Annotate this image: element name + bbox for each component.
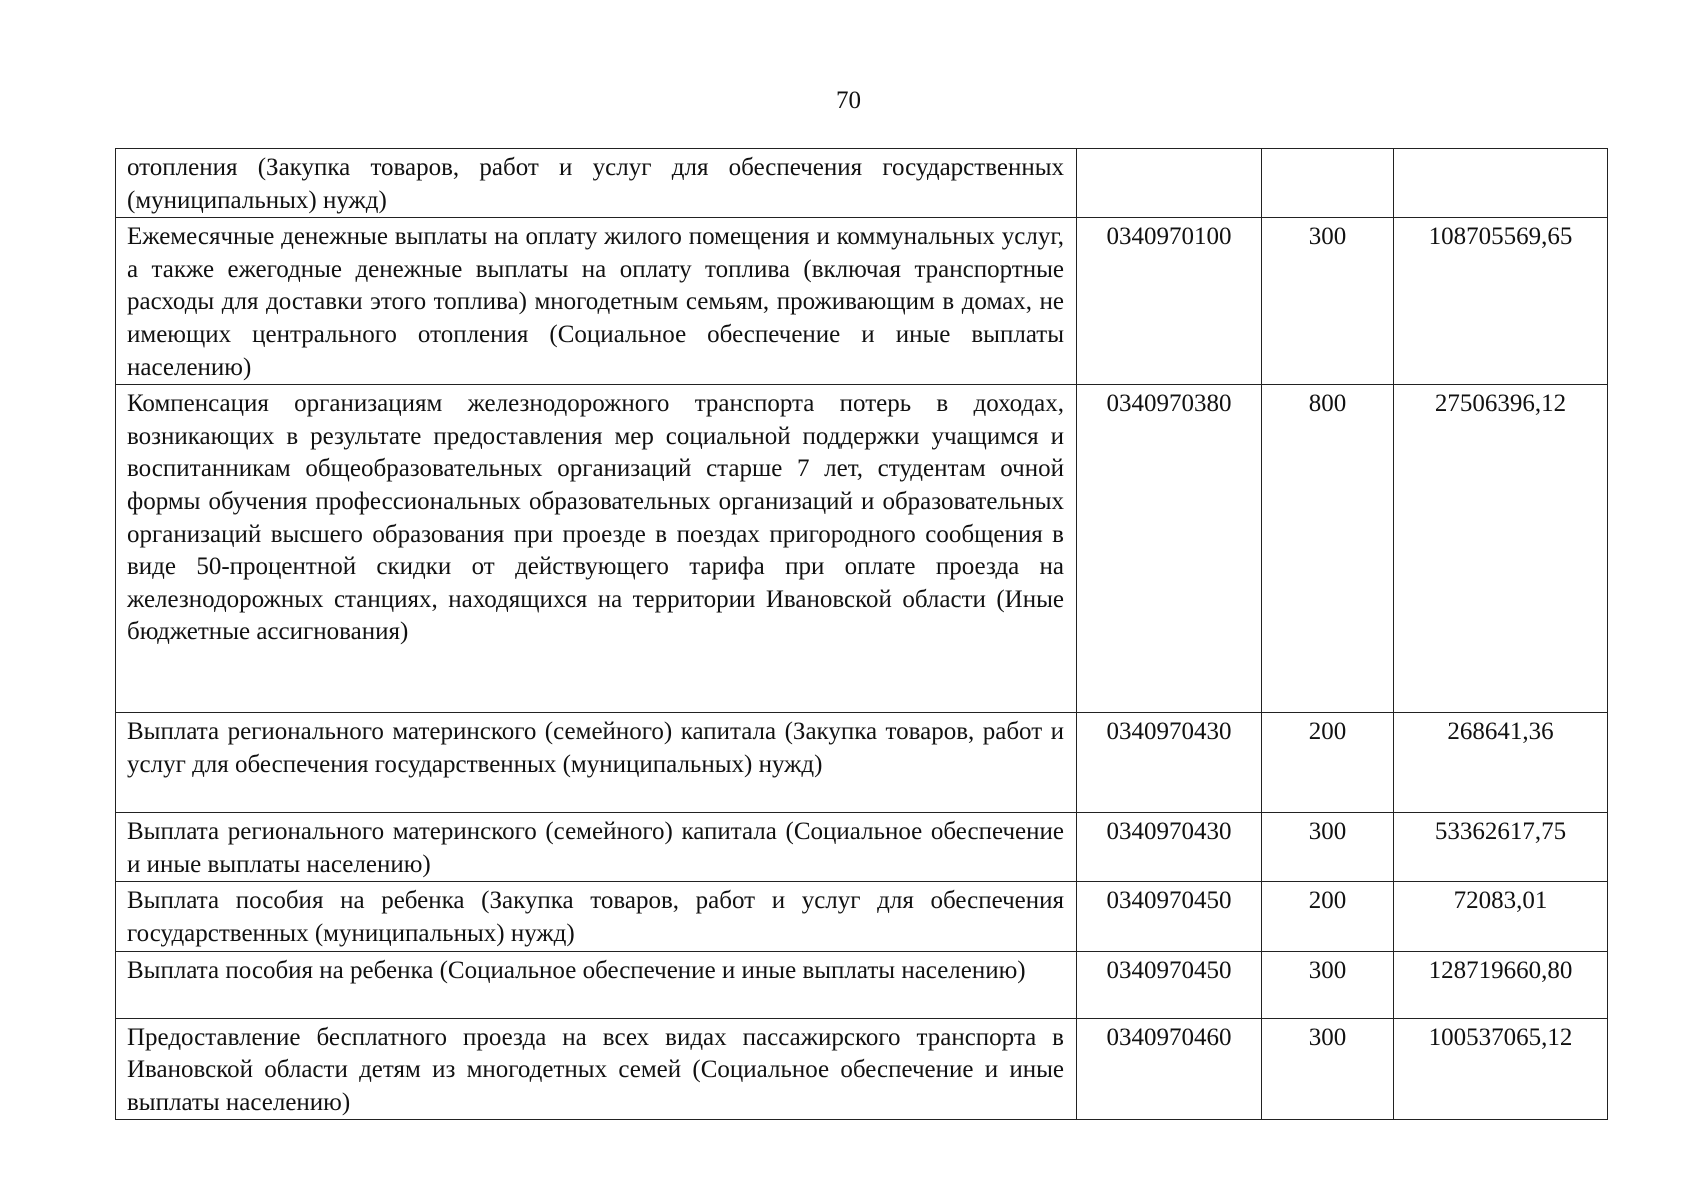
- row-target-code: 0340970450: [1077, 951, 1262, 1018]
- table-row: [116, 1018, 1608, 1120]
- budget-table: [115, 148, 1608, 1120]
- row-expense-type: 300: [1262, 1018, 1394, 1120]
- row-target-code: 0340970460: [1077, 1018, 1262, 1120]
- row-expense-type: 300: [1262, 813, 1394, 882]
- table-row: [116, 149, 1608, 218]
- row-expense-type: 800: [1262, 385, 1394, 713]
- row-description: Компенсация организациям железнодорожного транспорта потерь в доходах, возникающих в результате предоставления мер социальной поддержки учащимся и воспитанникам общеобразовательных организаций старше 7 лет, студентам очной формы обучения профессиональных образовательных организаций и образовательных организаций высшего образования при проезде в поездах пригородного сообщения в виде 50-процентной скидки от действующего тарифа при оплате проезда на железнодорожных станциях, находящихся на территории Ивановской области (Иные бюджетные ассигнования): [116, 385, 1077, 713]
- row-target-code: 0340970380: [1077, 385, 1262, 713]
- table-row: [116, 713, 1608, 813]
- row-target-code: 0340970450: [1077, 882, 1262, 951]
- page-number: 70: [836, 87, 861, 114]
- row-description: отопления (Закупка товаров, работ и услуг для обеспечения государственных (муниципальных) нужд): [116, 149, 1077, 218]
- table-row: [116, 218, 1608, 385]
- row-description: Выплата пособия на ребенка (Закупка товаров, работ и услуг для обеспечения государственных (муниципальных) нужд): [116, 882, 1077, 951]
- table-row: [116, 385, 1608, 713]
- row-amount: 27506396,12: [1394, 385, 1608, 713]
- row-expense-type: 300: [1262, 951, 1394, 1018]
- row-description: Выплата регионального материнского (семейного) капитала (Социальное обеспечение и иные выплаты населению): [116, 813, 1077, 882]
- row-amount: 128719660,80: [1394, 951, 1608, 1018]
- table-row: [116, 951, 1608, 1018]
- row-amount: 53362617,75: [1394, 813, 1608, 882]
- row-target-code: 0340970100: [1077, 218, 1262, 385]
- row-amount: 268641,36: [1394, 713, 1608, 813]
- row-amount: 72083,01: [1394, 882, 1608, 951]
- row-target-code: 0340970430: [1077, 713, 1262, 813]
- row-target-code: 0340970430: [1077, 813, 1262, 882]
- table-row: [116, 882, 1608, 951]
- row-description: Выплата пособия на ребенка (Социальное обеспечение и иные выплаты населению): [116, 951, 1077, 1018]
- row-expense-type: [1262, 149, 1394, 218]
- row-expense-type: 200: [1262, 713, 1394, 813]
- row-amount: 108705569,65: [1394, 218, 1608, 385]
- table-row: [116, 813, 1608, 882]
- row-description: Предоставление бесплатного проезда на всех видах пассажирского транспорта в Ивановской области детям из многодетных семей (Социальное обеспечение и иные выплаты населению): [116, 1018, 1077, 1120]
- row-amount: [1394, 149, 1608, 218]
- row-expense-type: 300: [1262, 218, 1394, 385]
- row-target-code: [1077, 149, 1262, 218]
- row-amount: 100537065,12: [1394, 1018, 1608, 1120]
- row-description: Выплата регионального материнского (семейного) капитала (Закупка товаров, работ и услуг для обеспечения государственных (муниципальных) нужд): [116, 713, 1077, 813]
- row-description: Ежемесячные денежные выплаты на оплату жилого помещения и коммунальных услуг, а также ежегодные денежные выплаты на оплату топлива (включая транспортные расходы для доставки этого топлива) многодетным семьям, проживающим в домах, не имеющих центрального отопления (Социальное обеспечение и иные выплаты населению): [116, 218, 1077, 385]
- row-expense-type: 200: [1262, 882, 1394, 951]
